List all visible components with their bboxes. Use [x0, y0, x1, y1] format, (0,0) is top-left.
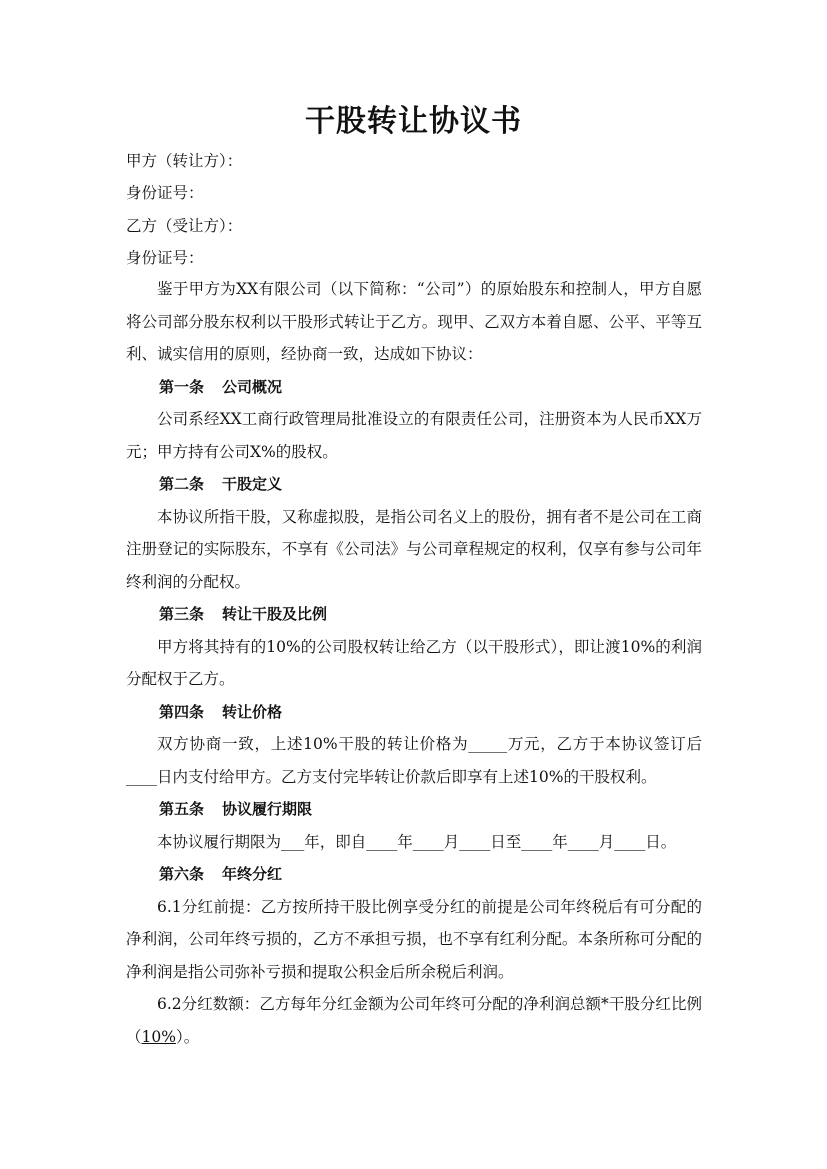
party-b-line: 乙方（受让方）：	[126, 217, 243, 235]
article-name: 转让干股及比例	[222, 605, 328, 623]
document-title: 干股转让协议书	[305, 104, 522, 139]
article-number: 第一条	[159, 377, 205, 396]
agreement-body	[126, 273, 702, 1053]
article-1-text: 公司系经XX工商行政管理局批准设立的有限责任公司，注册资本为人民币XX万元；甲方持有公司X%的股权。	[126, 410, 702, 461]
article-5-text: 本协议履行期限为___年，即自____年____月____日至____年____月____日。	[157, 832, 677, 851]
party-a-line: 甲方（转让方）：	[126, 152, 243, 170]
article-number: 第四条	[159, 702, 205, 721]
article-4-text: 双方协商一致，上述10%干股的转让价格为_____万元，乙方于本协议签订后____日内支付给甲方。乙方支付完毕转让价款后即享有上述10%的干股权利。	[126, 735, 702, 786]
article-4-heading	[126, 696, 702, 729]
party-b-id-line: 身份证号：	[126, 249, 204, 267]
clause-6-2-text: 6.2分红数额：乙方每年分红金额为公司年终可分配的净利润总额*干股分红比例（	[126, 995, 702, 1046]
article-number: 第五条	[159, 800, 205, 818]
article-name: 干股定义	[222, 475, 283, 493]
article-name: 转让价格	[222, 702, 283, 721]
article-2-heading	[126, 468, 702, 501]
clause-6-2	[126, 988, 702, 1053]
article-3-text: 甲方将其持有的10%的公司股权转让给乙方（以干股形式），即让渡10%的利润分配权于乙方。	[126, 637, 702, 688]
preamble: 鉴于甲方为XX有限公司（以下简称：“公司”）的原始股东和控制人，甲方自愿将公司部分股东权利以干股形式转让于乙方。现甲、乙双方本着自愿、公平、平等互利、诚实信用的原则，经协商一致，达成如下协议：	[126, 280, 702, 363]
party-a-id-line: 身份证号：	[126, 184, 204, 202]
article-name: 公司概况	[222, 377, 283, 396]
article-3-heading	[126, 598, 702, 631]
clause-6-2-end: ）。	[175, 1027, 200, 1046]
article-name: 年终分红	[222, 865, 283, 883]
clause-6-1: 6.1分红前提：乙方按所持干股比例享受分红的前提是公司年终税后有可分配的净利润，公司年终亏损的，乙方不承担亏损，也不享有红利分配。本条所称可分配的净利润是指公司弥补亏损和提取公积金后所余税后利润。	[126, 897, 702, 981]
article-6-heading	[126, 858, 702, 891]
article-name: 协议履行期限	[222, 800, 313, 818]
article-number: 第三条	[159, 605, 205, 623]
article-number: 第六条	[159, 865, 205, 883]
article-1-heading	[126, 371, 702, 404]
dividend-ratio-value: 10%	[141, 1027, 176, 1046]
article-5-heading	[126, 793, 702, 826]
article-number: 第二条	[159, 475, 205, 493]
article-2-text: 本协议所指干股，又称虚拟股，是指公司名义上的股份，拥有者不是公司在工商注册登记的实际股东，不享有《公司法》与公司章程规定的权利，仅享有参与公司年终利润的分配权。	[126, 507, 702, 591]
